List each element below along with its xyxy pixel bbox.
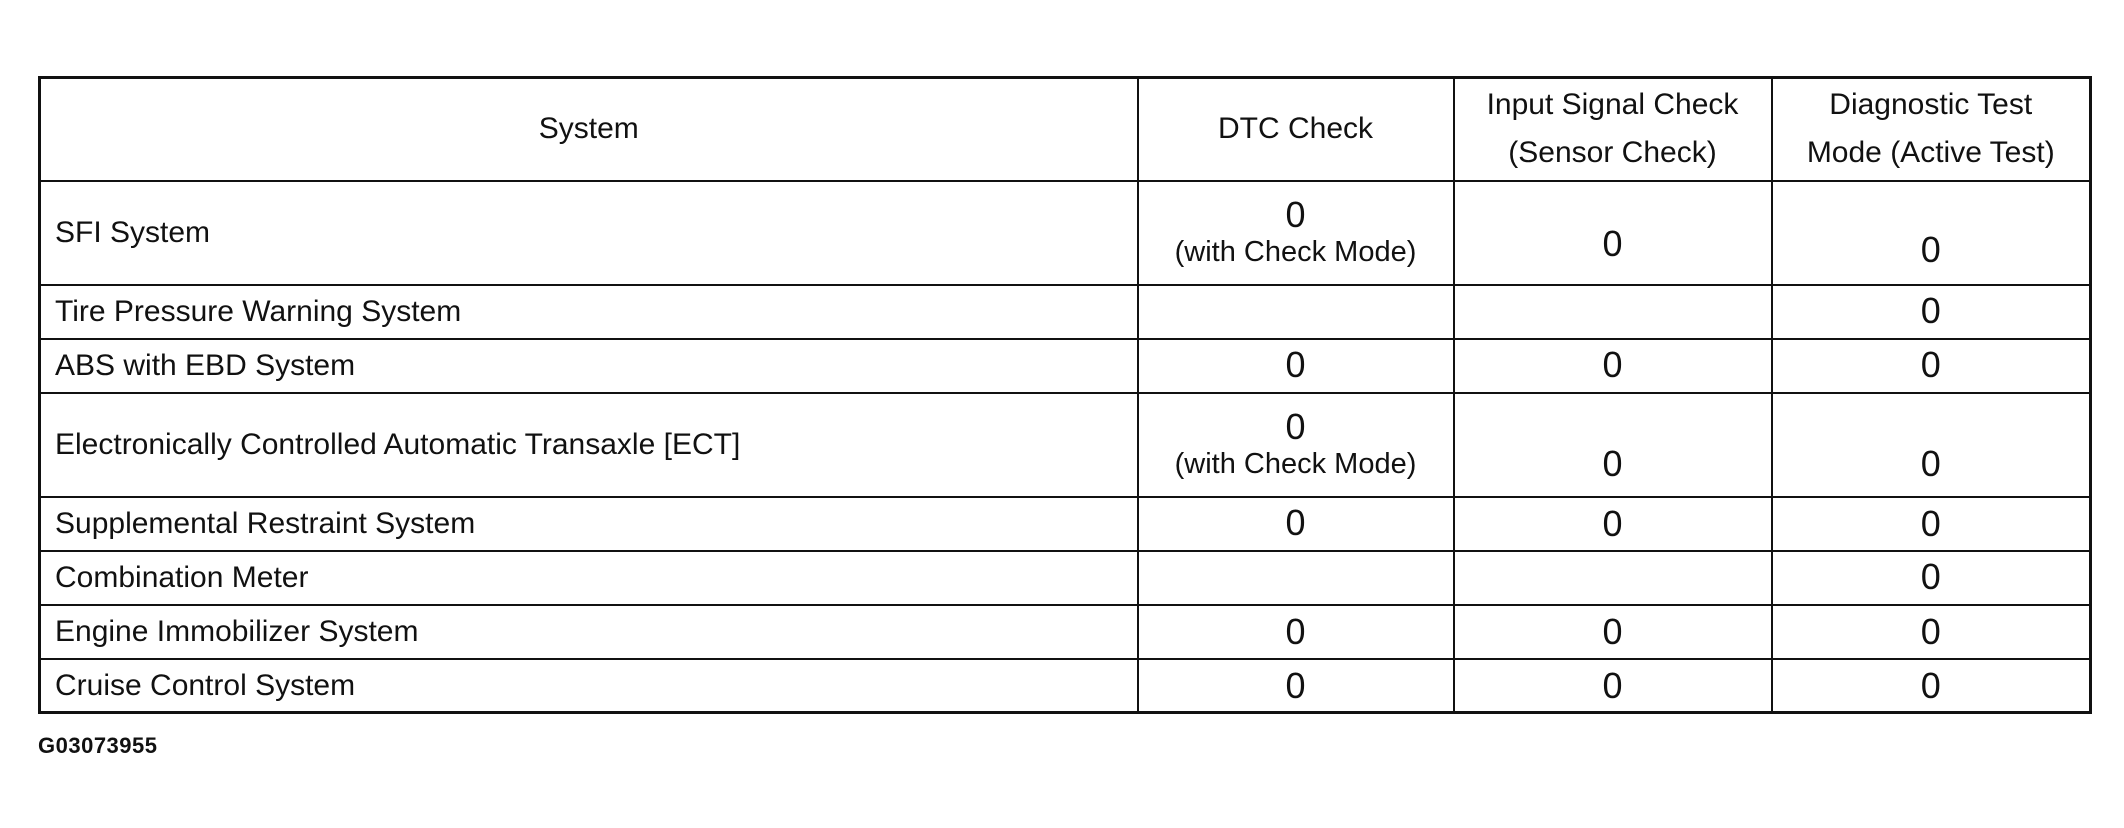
input-signal-check-cell: 0	[1454, 605, 1772, 659]
dtc-check-cell	[1138, 285, 1454, 339]
dtc-mark: 0	[1285, 193, 1306, 235]
diagnostic-test-mode-cell: 0	[1772, 285, 2091, 339]
diagnostic-test-mode-cell: 0	[1772, 339, 2091, 393]
input-signal-check-cell: 0	[1454, 659, 1772, 713]
header-diag-line1: Diagnostic Test	[1829, 88, 2033, 122]
table-row	[40, 339, 2091, 393]
system-name-cell: SFI System	[40, 181, 1138, 285]
diagnostic-test-mode-cell: 0	[1772, 497, 2091, 551]
system-name-cell: Combination Meter	[40, 551, 1138, 605]
input-signal-check-cell: 0	[1454, 497, 1772, 551]
dtc-check-cell: 0	[1138, 659, 1454, 713]
dtc-check-cell	[1138, 393, 1454, 497]
table-row	[40, 605, 2091, 659]
table-row	[40, 497, 2091, 551]
table-row	[40, 393, 2091, 497]
dtc-check-cell: 0	[1138, 497, 1454, 551]
dtc-check-cell: 0	[1138, 605, 1454, 659]
input-signal-check-cell	[1454, 285, 1772, 339]
dtc-check-cell	[1138, 551, 1454, 605]
diagnostic-test-mode-cell: 0	[1772, 659, 2091, 713]
system-name-cell: ABS with EBD System	[40, 339, 1138, 393]
dtc-check-cell: 0	[1138, 339, 1454, 393]
header-dtc-check: DTC Check	[1138, 78, 1454, 181]
header-system: System	[40, 78, 1138, 181]
table-header-row	[40, 78, 2091, 181]
diagnostic-test-mode-cell: 0	[1772, 605, 2091, 659]
input-signal-check-cell	[1454, 551, 1772, 605]
diagnostic-test-mode-cell: 0	[1772, 181, 2091, 285]
system-name-cell: Cruise Control System	[40, 659, 1138, 713]
header-diagnostic-test-mode	[1772, 78, 2091, 181]
input-signal-check-cell: 0	[1454, 181, 1772, 285]
header-input-signal-check	[1454, 78, 1772, 181]
system-name-cell: Engine Immobilizer System	[40, 605, 1138, 659]
dtc-mark: 0	[1285, 405, 1306, 447]
dtc-note: (with Check Mode)	[1174, 235, 1417, 268]
system-name-cell: Tire Pressure Warning System	[40, 285, 1138, 339]
table-row	[40, 659, 2091, 713]
table-row	[40, 551, 2091, 605]
system-name-cell: Electronically Controlled Automatic Transaxle [ECT]	[40, 393, 1138, 497]
system-name-cell: Supplemental Restraint System	[40, 497, 1138, 551]
header-input-line2: (Sensor Check)	[1508, 136, 1717, 170]
header-diag-line2: Mode (Active Test)	[1806, 136, 2055, 170]
dtc-check-cell	[1138, 181, 1454, 285]
table-row	[40, 285, 2091, 339]
diagnostic-test-mode-cell: 0	[1772, 551, 2091, 605]
table-row	[40, 181, 2091, 285]
diagnostic-test-mode-cell: 0	[1772, 393, 2091, 497]
input-signal-check-cell: 0	[1454, 393, 1772, 497]
dtc-note: (with Check Mode)	[1174, 447, 1417, 480]
input-signal-check-cell: 0	[1454, 339, 1772, 393]
diagnosis-function-table	[38, 76, 2092, 714]
header-input-line1: Input Signal Check	[1486, 88, 1739, 122]
figure-id-label: G03073955	[38, 733, 158, 758]
